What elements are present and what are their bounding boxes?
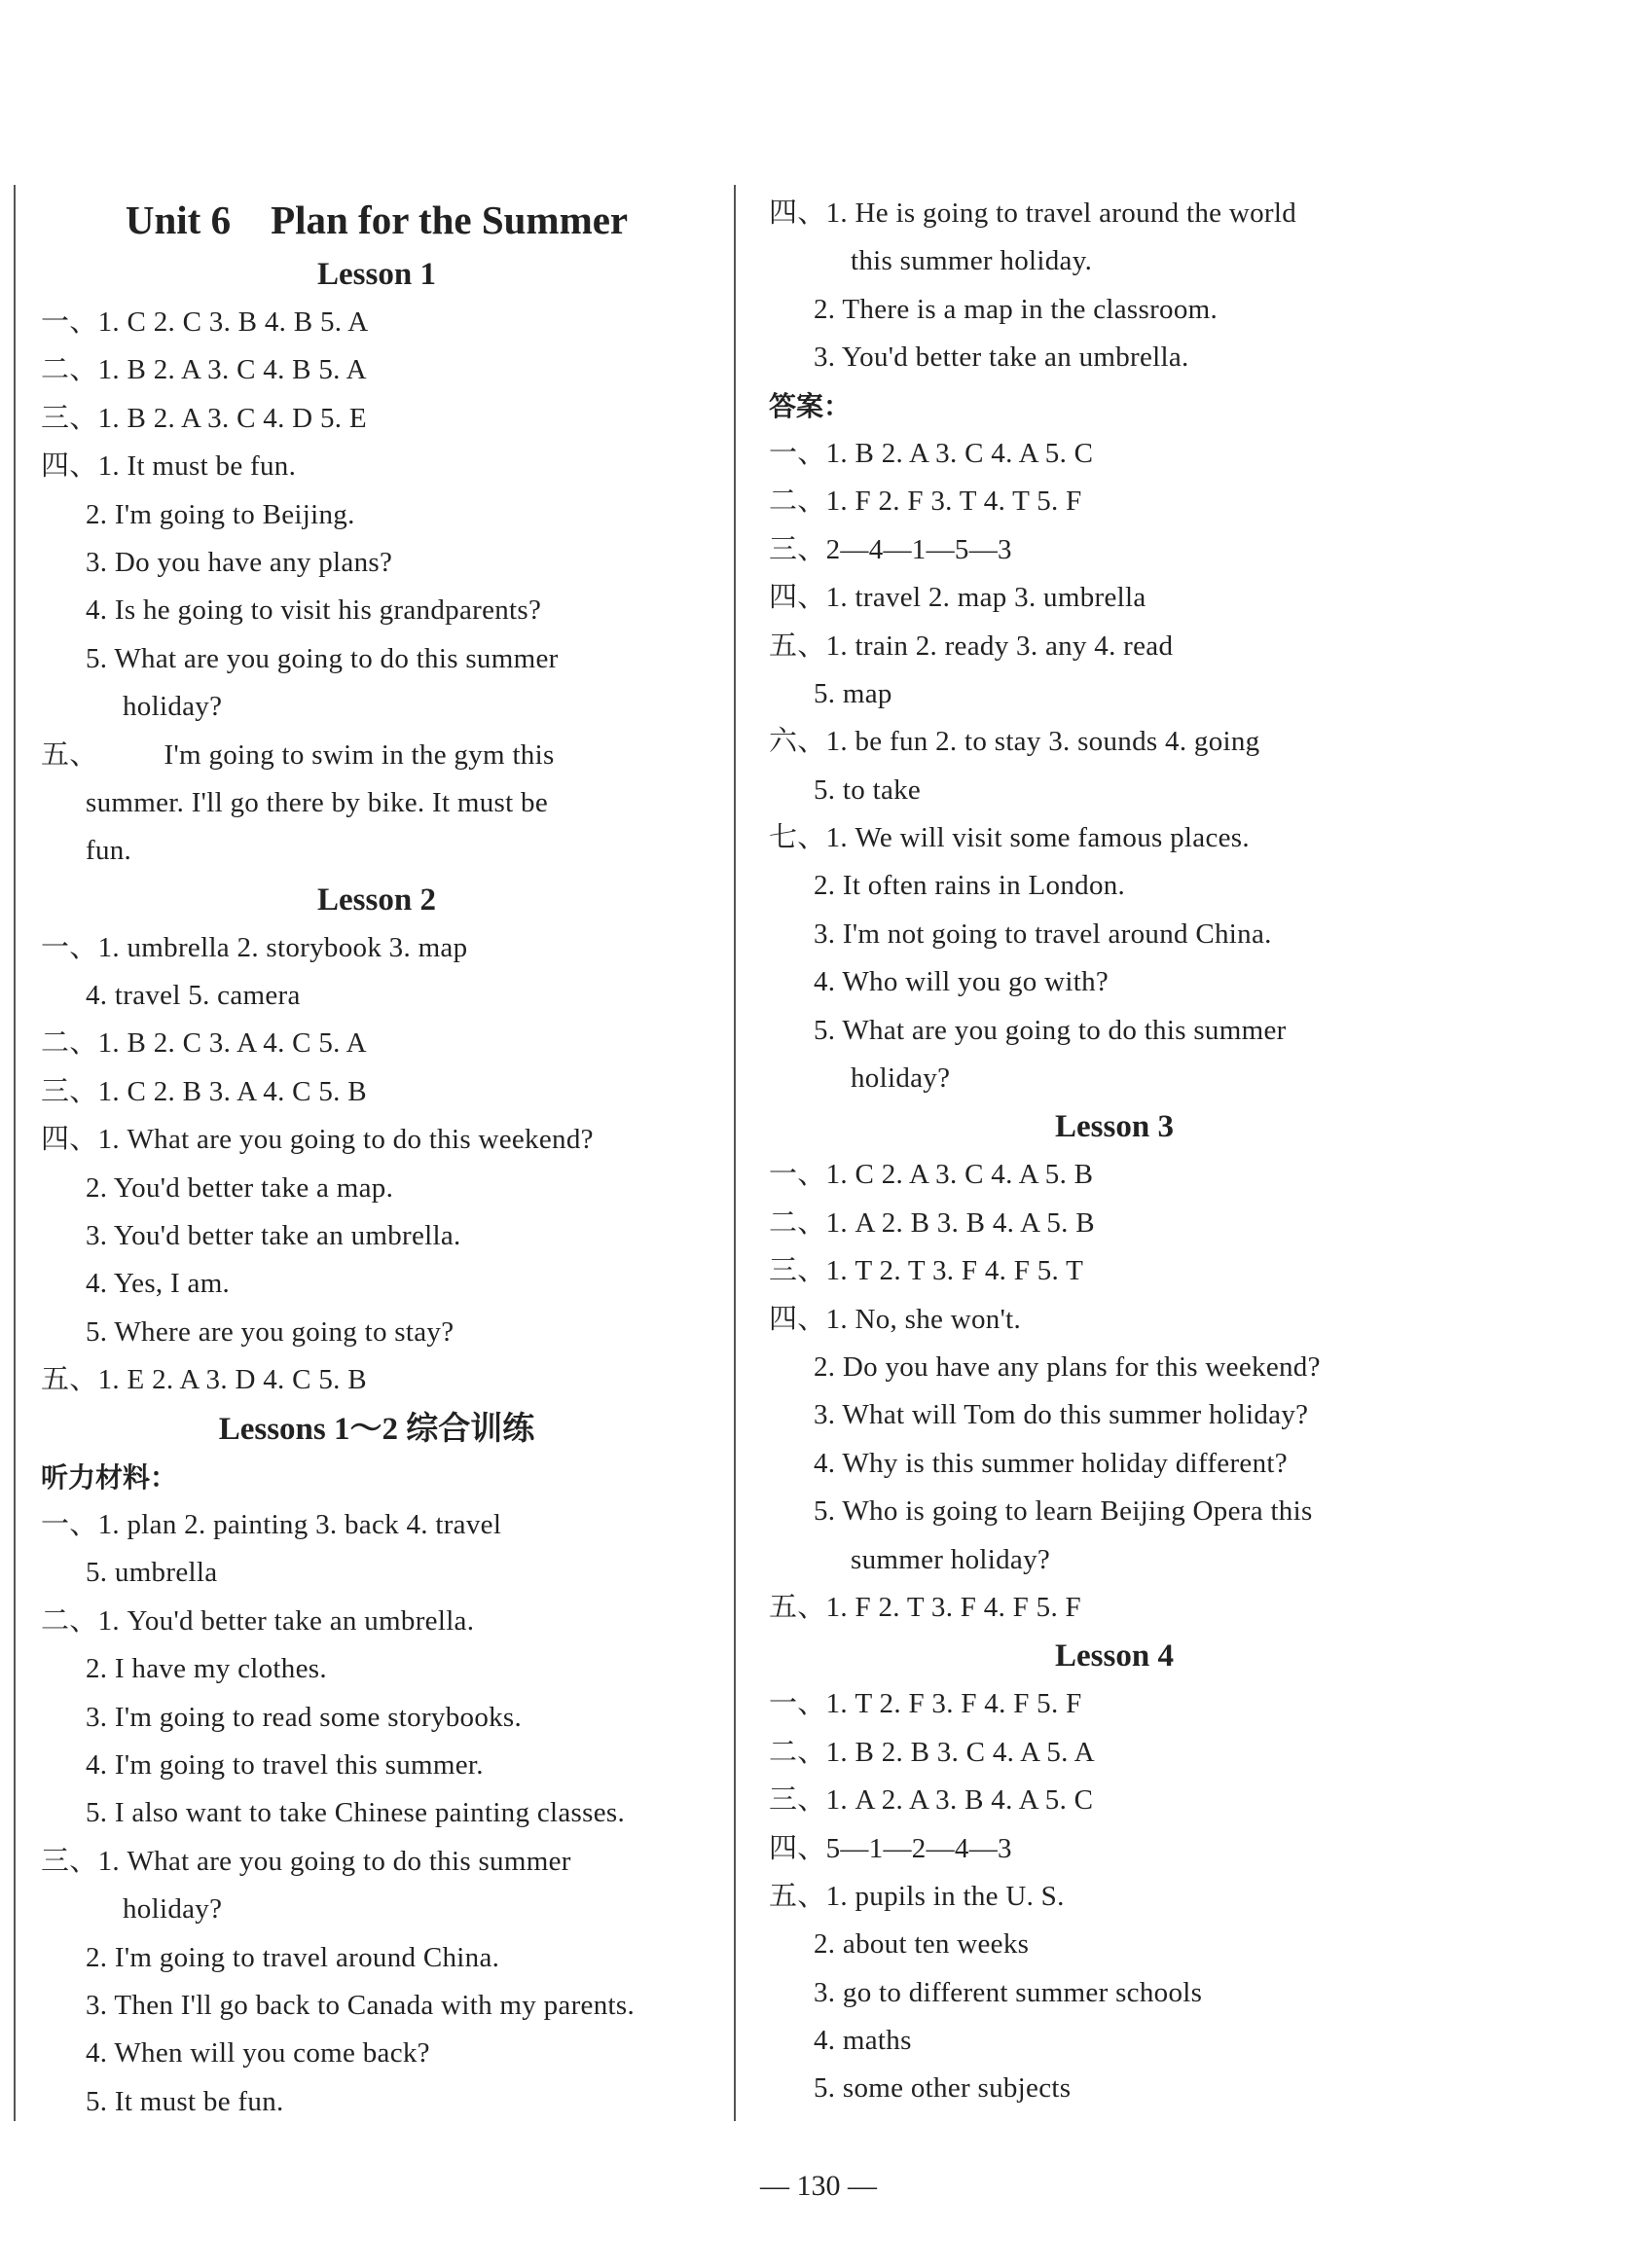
answer-line: 二、1. B 2. C 3. A 4. C 5. A — [41, 1027, 367, 1060]
answer-line: 5. some other subjects — [814, 2072, 1072, 2105]
answer-line: 五、 I'm going to swim in the gym this — [41, 738, 555, 771]
answer-line: 一、1. C 2. A 3. C 4. A 5. B — [769, 1159, 1094, 1191]
answer-line: 三、2—4—1—5—3 — [769, 533, 1012, 565]
answer-line: 五、1. train 2. ready 3. any 4. read — [769, 630, 1174, 662]
answer-line: holiday? — [123, 1893, 223, 1926]
answer-line: 5. Where are you going to stay? — [86, 1315, 455, 1348]
answer-line: 5. What are you going to do this summer — [86, 642, 559, 674]
answer-line: summer holiday? — [851, 1543, 1051, 1575]
left-margin-rule — [14, 185, 16, 2121]
lesson-4-title: Lesson 4 — [1055, 1638, 1174, 1674]
answer-line: 3. You'd better take an umbrella. — [86, 1220, 461, 1252]
answer-line: 四、5—1—2—4—3 — [769, 1832, 1012, 1864]
answer-line: 三、1. A 2. A 3. B 4. A 5. C — [769, 1784, 1094, 1817]
answer-line: 三、1. T 2. T 3. F 4. F 5. T — [769, 1255, 1084, 1287]
answer-line: this summer holiday. — [851, 245, 1093, 277]
answer-line: 4. Why is this summer holiday different? — [814, 1447, 1288, 1479]
answer-line: 七、1. We will visit some famous places. — [769, 822, 1250, 854]
answer-line: 4. Yes, I am. — [86, 1268, 231, 1300]
answer-line: 5. What are you going to do this summer — [814, 1014, 1287, 1046]
answer-line: 二、1. F 2. F 3. T 4. T 5. F — [769, 486, 1082, 518]
answer-line: 5. map — [814, 677, 892, 709]
answer-line: 4. travel 5. camera — [86, 980, 301, 1012]
answer-line: 三、1. B 2. A 3. C 4. D 5. E — [41, 402, 367, 434]
answer-line: 3. You'd better take an umbrella. — [814, 342, 1189, 374]
lesson-1-title: Lesson 1 — [317, 257, 436, 292]
answer-line: 二、1. A 2. B 3. B 4. A 5. B — [769, 1206, 1095, 1239]
answer-line: 一、1. T 2. F 3. F 4. F 5. F — [769, 1688, 1082, 1720]
answer-line: 3. Do you have any plans? — [86, 546, 393, 578]
answer-line: holiday? — [851, 1062, 951, 1095]
answer-line: 2. Do you have any plans for this weekend? — [814, 1350, 1321, 1383]
answer-line: holiday? — [123, 691, 223, 723]
unit-title: Unit 6 Plan for the Summer — [125, 198, 629, 242]
answer-line: 五、1. pupils in the U. S. — [769, 1880, 1065, 1912]
right-column — [769, 190, 1460, 2113]
answer-line: 三、1. What are you going to do this summer — [41, 1845, 571, 1877]
answer-line: 5. It must be fun. — [86, 2085, 284, 2117]
answer-line: 二、1. You'd better take an umbrella. — [41, 1604, 475, 1637]
answer-line: 2. It often rains in London. — [814, 870, 1126, 902]
answer-line: 5. Who is going to learn Beijing Opera this — [814, 1495, 1313, 1528]
answer-line: 四、1. travel 2. map 3. umbrella — [769, 582, 1146, 614]
answer-line: 二、1. B 2. A 3. C 4. B 5. A — [41, 354, 367, 386]
lesson-3-title: Lesson 3 — [1055, 1109, 1174, 1145]
answer-line: 5. umbrella — [86, 1557, 218, 1589]
answer-line: 5. I also want to take Chinese painting classes. — [86, 1797, 626, 1829]
answer-line: fun. — [86, 835, 132, 867]
lesson-2-title: Lesson 2 — [317, 882, 436, 918]
answers-label: 答案： — [769, 389, 852, 422]
answer-line: 2. There is a map in the classroom. — [814, 293, 1219, 325]
answer-line: 4. maths — [814, 2025, 912, 2057]
answer-line: 3. What will Tom do this summer holiday? — [814, 1399, 1309, 1431]
answer-line: 2. I have my clothes. — [86, 1653, 327, 1685]
answer-line: 一、1. C 2. C 3. B 4. B 5. A — [41, 306, 369, 338]
answer-line: 四、1. He is going to travel around the world — [769, 198, 1297, 229]
answer-line: 4. Is he going to visit his grandparents? — [86, 594, 542, 627]
answer-line: 二、1. B 2. B 3. C 4. A 5. A — [769, 1736, 1095, 1768]
answer-line: 2. I'm going to Beijing. — [86, 498, 355, 530]
answer-line: 四、1. What are you going to do this weekend? — [41, 1124, 594, 1156]
answer-line: 4. I'm going to travel this summer. — [86, 1748, 484, 1781]
answer-line: 5. to take — [814, 774, 922, 806]
answer-line: 3. go to different summer schools — [814, 1976, 1203, 2008]
answer-line: summer. I'll go there by bike. It must be — [86, 786, 548, 818]
answer-line: 五、1. F 2. T 3. F 4. F 5. F — [769, 1591, 1081, 1623]
answer-line: 一、1. B 2. A 3. C 4. A 5. C — [769, 437, 1094, 469]
answer-line: 4. Who will you go with? — [814, 966, 1110, 998]
answer-line: 四、1. No, she won't. — [769, 1303, 1022, 1335]
answer-line: 六、1. be fun 2. to stay 3. sounds 4. going — [769, 726, 1260, 758]
answer-line: 3. I'm going to read some storybooks. — [86, 1701, 523, 1733]
answer-line: 四、1. It must be fun. — [41, 450, 297, 483]
answer-line: 一、1. umbrella 2. storybook 3. map — [41, 931, 468, 963]
answer-line: 一、1. plan 2. painting 3. back 4. travel — [41, 1508, 502, 1540]
answer-line: 3. Then I'll go back to Canada with my parents. — [86, 1989, 636, 2021]
answer-line: 3. I'm not going to travel around China. — [814, 918, 1272, 950]
listening-label: 听力材料： — [41, 1460, 178, 1494]
page-number: — 130 — — [760, 2170, 877, 2202]
left-column — [41, 190, 712, 2126]
review-title: Lessons 1～2 综合训练 — [218, 1411, 535, 1447]
answer-line: 2. You'd better take a map. — [86, 1171, 394, 1204]
answer-line: 三、1. C 2. B 3. A 4. C 5. B — [41, 1075, 367, 1107]
answer-line: 2. about ten weeks — [814, 1928, 1030, 1961]
answer-line: 4. When will you come back? — [86, 2037, 430, 2070]
answer-line: 五、1. E 2. A 3. D 4. C 5. B — [41, 1364, 367, 1396]
column-divider — [734, 185, 736, 2121]
answer-line: 2. I'm going to travel around China. — [86, 1941, 500, 1973]
